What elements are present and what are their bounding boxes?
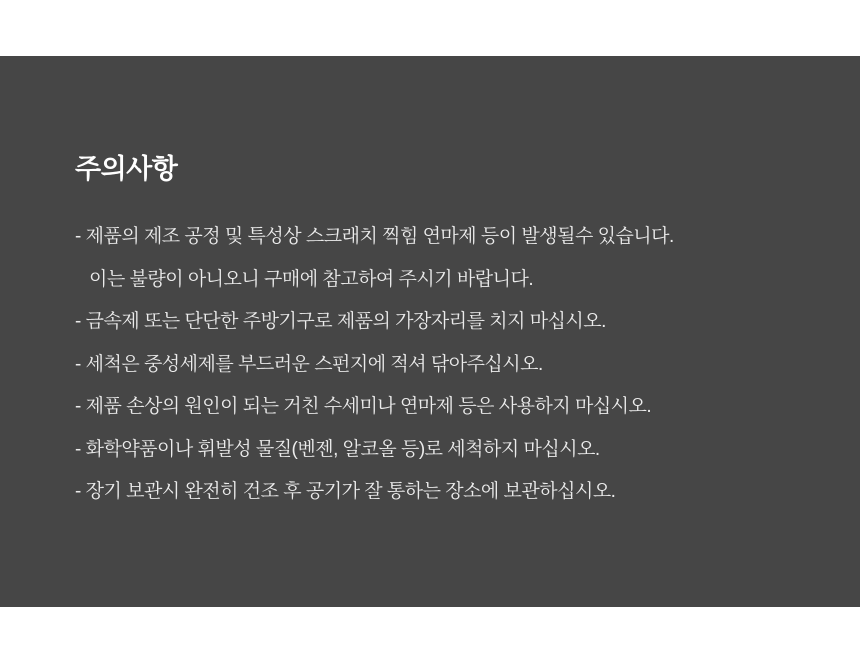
caution-title: 주의사항 xyxy=(75,154,178,184)
caution-line: - 제품의 제조 공정 및 특성상 스크래치 찍힘 연마제 등이 발생될수 있습니다. xyxy=(75,226,674,247)
caution-line: - 세척은 중성세제를 부드러운 스펀지에 적셔 닦아주십시오. xyxy=(75,353,543,375)
caution-list xyxy=(75,216,800,514)
caution-line: - 금속제 또는 단단한 주방기구로 제품의 가장자리를 치지 마십시오. xyxy=(75,311,606,332)
caution-line: - 화학약품이나 휘발성 물질(벤젠, 알코올 등)로 세척하지 마십시오. xyxy=(75,438,600,460)
caution-line: - 장기 보관시 완전히 건조 후 공기가 잘 통하는 장소에 보관하십시오. xyxy=(75,481,616,502)
caution-notice-panel xyxy=(0,56,860,607)
caution-line: - 제품 손상의 원인이 되는 거친 수세미나 연마제 등은 사용하지 마십시오. xyxy=(75,396,652,417)
caution-line-continuation: 이는 불량이 아니오니 구매에 참고하여 주시기 바랍니다. xyxy=(89,268,534,290)
